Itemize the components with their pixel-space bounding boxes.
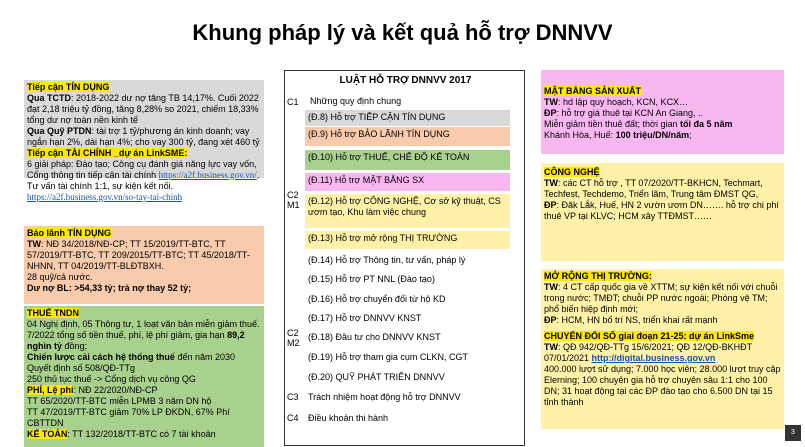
chapter-label: C1 [287,97,299,107]
law-item: Trách nhiệm hoạt động hỗ trợ DNNVV [308,392,461,402]
law-item: (Đ.18) Đầu tư cho DNNVV KNST [308,332,441,342]
chapter-label: C2 [287,190,299,200]
access-credit-panel: Tiếp cận TÍN DỤNG Qua TCTD: 2018-2022 dư nợ tăng TB 14,17%. Cuối 2022 đạt 2,18 triệu tỷ đồng, tăng 8,28% so 2021, chiếm 18,33% tổng dư nợ toàn nền kinh tế Qua Quỹ PTDN: tài trợ 1 tỷ/phương án kinh doanh; vay ngắn hạn 2%, dài hạn 4%; cho vay 300 tỷ, đang xét 460 tỷ Tiếp cận TÀI CHÍNH _dự án LinkSME: 6 giải pháp: Đào tạo; Công cụ đánh giá năng lực vay vốn, Cổng thông tin tiếp cận tài chính https://a2f.business.gov.vn/, Tư vấn tài chính 1:1, sự kiện kết nối. https://a2f.business.gov.vn/so-tay-tai-chinh [24,80,264,178]
law-item: (Đ.10) Hỗ trợ THUẾ, CHẾ ĐỘ KẾ TOÁN [305,150,510,170]
law-outline [284,70,525,446]
chapter-label: M2 [287,338,300,348]
digital-business-link[interactable]: http://digital.business.gov.vn [591,353,716,363]
access-finance-heading: Tiếp cận TÀI CHÍNH _dự án LinkSME: [27,148,188,158]
access-credit-heading: Tiếp cận TÍN DỤNG [27,82,110,92]
law-item: (Đ.15) Hỗ trợ PT NNL (Đào tạo) [308,274,435,284]
law-item: (Đ.14) Hỗ trợ Thông tin, tư vấn, pháp lý [308,255,466,265]
tax-heading: THUẾ TNDN [27,308,79,318]
law-item: (Đ.20) QUỸ PHÁT TRIỂN DNNVV [308,372,445,382]
chapter-label: C3 [287,392,299,402]
digital-heading: CHUYỂN ĐỔI SỐ giai đoạn 21-25: dự án LinkSme [544,331,755,341]
chapter-label: M1 [287,200,300,210]
law-item: (Đ.9) Hỗ trợ BẢO LÃNH TÍN DỤNG [305,127,510,146]
page-title: Khung pháp lý và kết quả hỗ trợ DNNVV [192,20,613,45]
a2f-link[interactable]: https://a2f.business.gov.vn/ [158,170,257,180]
market-digital-panel: MỞ RỘNG THỊ TRƯỜNG: TW: 4 CT cấp quốc gia về XTTM; sự kiện kết nối với chuỗi trong nước; TMĐT; chuỗi PP nước ngoài; Phòng vệ TM; phổ biến hiệp định mới; ĐP: HCM, HN bố trí NS, triển khai rất mạnh CHUYỂN ĐỔI SỐ giai đoạn 21-25: dự án LinkSme TW: QĐ 942/QĐ-TTg 15/6/2021; QĐ 12/QĐ-BKHĐT 07/01/2021 http://digital.business.gov.vn 400.000 lượt sử dụng; 7.000 học viên; 28.000 lượt truy cập Elerning; 100 chuyên gia hỗ trợ chuyên sâu 1:1 cho 100 DN; 31 hoạt động tại các ĐP đào tạo cho 6.500 DN tại 15 tỉnh thành [541,269,784,429]
law-item: (Đ.13) Hỗ trợ mở rộng THỊ TRƯỜNG [305,231,510,249]
tax-panel: THUẾ TNDN 04 Nghị định, 05 Thông tư, 1 loạt văn bản miễn giảm thuế. 7/2022 tổng số tiền thuế, phí, lệ phí giảm, gia hạn 89,2 nghìn tỷ đồng; Chiến lược cải cách hệ thống thuế đến năm 2030 Quyết định số 508/QĐ-TTg 250 thủ tục thuế -> Cổng dịch vụ công QG PHÍ, Lệ phí: NĐ 22/2020/NĐ-CP TT 65/2020/TT-BTC miễn LPMB 3 năm DN hộ TT 47/2019/TT-BTC giảm 70% LP ĐKDN, 67% Phí CBTTDN KẾ TOÁN: TT 132/2018/TT-BTC có 7 tài khoản [24,306,264,447]
law-item: (Đ.8) Hỗ trợ TIẾP CẬN TÍN DỤNG [305,110,510,126]
chapter-label: C2 [287,328,299,338]
law-item: Những quy định chung [310,96,402,106]
technology-heading: CÔNG NGHỆ [544,167,600,177]
accounting-heading: KẾ TOÁN [27,429,68,439]
chapter-label: C4 [287,413,299,423]
premises-panel: MẶT BẰNG SẢN XUẤT TW: hd lập quy hoạch, KCN, KCX… ĐP: hỗ trợ giá thuê tại KCN An Giang, .. Miễn giảm tiền thuê đất; thời gian tối đa 5 năm Khánh Hòa, Huế: 100 triệu/DN/năm; [541,70,784,154]
fee-heading: PHÍ, Lệ phí [27,385,74,395]
a2f-handbook-link[interactable]: https://a2f.business.gov.vn/so-tay-tai-chinh [27,192,183,202]
technology-panel: CÔNG NGHỆ TW: các CT hỗ trợ , TT 07/2020/TT-BKHCN, Techmart, Techfest, Techdemo, Triển lãm, Trung tâm ĐMST QG, ĐP: Đăk Lắk, Huế, HN 2 vườn ươm DN……. hỗ trợ chi phí thuê VP tại KLVC; HCM xây TTĐMST…… [541,163,784,261]
law-title: LUẬT HỖ TRỢ DNNVV 2017 [339,75,472,86]
guarantee-heading: Bảo lãnh TÍN DỤNG [27,228,112,238]
premises-heading: MẶT BẰNG SẢN XUẤT [544,86,641,96]
law-item: (Đ.16) Hỗ trợ chuyển đổi từ hộ KD [308,294,446,304]
law-item: Điều khoản thi hành [308,413,389,423]
guarantee-panel: Bảo lãnh TÍN DỤNG TW: NĐ 34/2018/NĐ-CP; TT 15/2019/TT-BTC, TT 57/2019/TT-BTC, TT 209/2015/TT-BTC; TT 45/2018/TT-NHNN, TT 04/2019/TT-BLĐTBXH. 28 quỹ/cả nước. Dư nợ BL: >54,33 tỷ; trả nợ thay 52 tỷ; [24,226,264,304]
law-item: (Đ.19) Hỗ trợ tham gia cụm CLKN, CGT [308,352,468,362]
law-item: (Đ.12) Hỗ trợ CÔNG NGHỆ, Cơ sở kỹ thuật, CS ươm tạo, Khu làm việc chung [305,194,510,228]
market-heading: MỞ RỘNG THỊ TRƯỜNG: [544,271,652,281]
law-item: (Đ.17) Hỗ trợ DNNVV KNST [308,313,422,323]
law-item: (Đ.11) Hỗ trợ MẶT BẰNG SX [305,173,510,191]
slide-number: 3 [785,425,801,441]
